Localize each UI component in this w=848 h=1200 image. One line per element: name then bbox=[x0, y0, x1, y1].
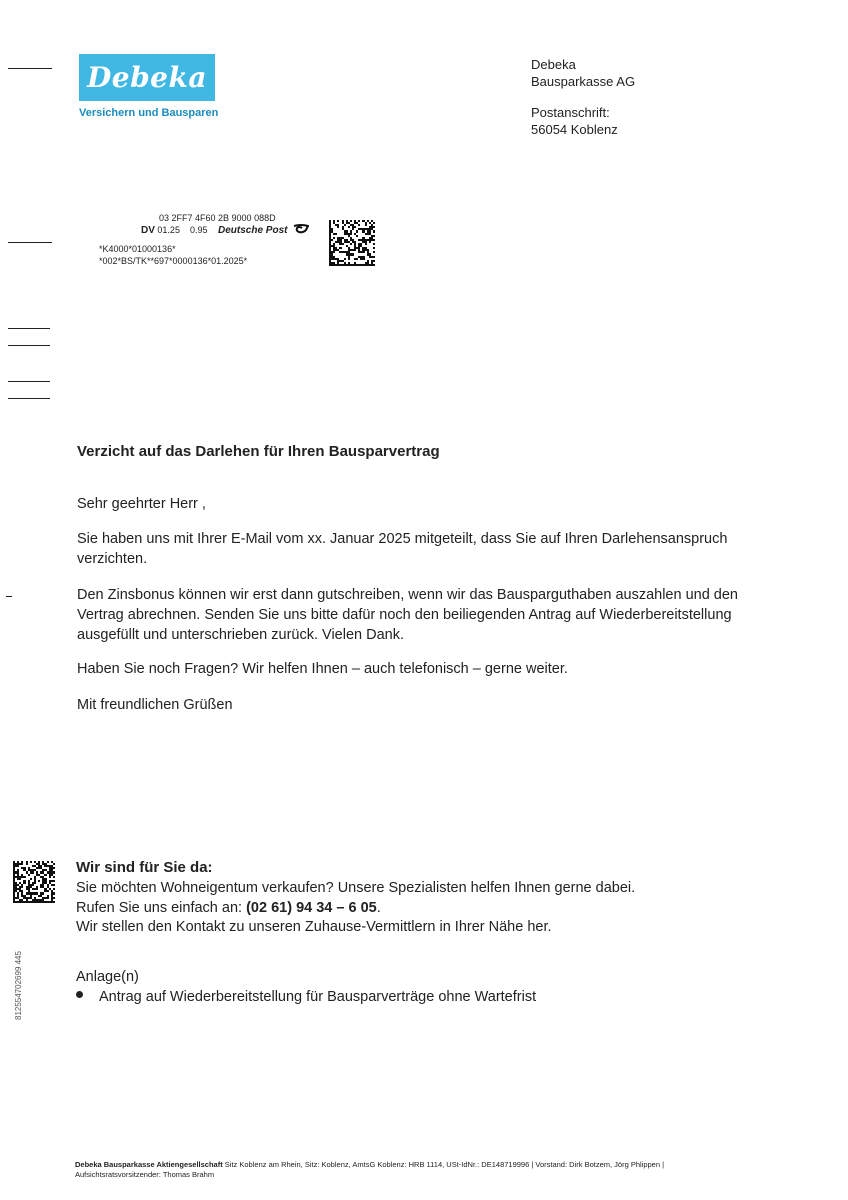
contact-title: Wir sind für Sie da: bbox=[76, 859, 213, 876]
punch-mark-1 bbox=[8, 328, 50, 329]
side-datamatrix-code bbox=[13, 861, 55, 903]
postage-line bbox=[141, 224, 309, 237]
footer-line-2: Aufsichtsratsvorsitzender: Thomas Brahm bbox=[75, 1170, 215, 1179]
contact-call-text: Rufen Sie uns einfach an: bbox=[76, 900, 247, 916]
logo-tagline: Versichern und Bausparen bbox=[79, 107, 219, 119]
fold-mark-address bbox=[8, 242, 52, 243]
bullet-icon bbox=[76, 991, 83, 998]
sender-name: Debeka bbox=[531, 57, 576, 72]
postal-label: Postanschrift: bbox=[531, 105, 610, 120]
postal-city: 56054 Koblenz bbox=[531, 122, 618, 137]
postage-datamatrix-code bbox=[329, 220, 375, 266]
attachment-item-text: Antrag auf Wiederbereitstellung für Bausparverträge ohne Wartefrist bbox=[99, 989, 537, 1005]
attachment-item bbox=[76, 989, 536, 1005]
fold-mark-middle bbox=[6, 596, 12, 597]
post-horn-icon bbox=[293, 224, 309, 235]
salutation: Sehr geehrter Herr , bbox=[77, 496, 206, 512]
punch-mark-3 bbox=[8, 381, 50, 382]
paragraph-3: Haben Sie noch Fragen? Wir helfen Ihnen – auch telefonisch – gerne weiter. bbox=[77, 661, 568, 677]
closing: Mit freundlichen Grüßen bbox=[77, 697, 233, 713]
postage-ref1: *K4000*01000136* bbox=[99, 244, 176, 254]
postage-code: 03 2FF7 4F60 2B 9000 088D bbox=[159, 213, 276, 223]
contact-line-1: Sie möchten Wohneigentum verkaufen? Unsere Spezialisten helfen Ihnen gerne dabei. bbox=[76, 880, 636, 896]
postage-dv-date: 01.25 bbox=[157, 225, 180, 235]
contact-period: . bbox=[376, 900, 381, 916]
contact-line-2 bbox=[76, 898, 381, 918]
sender-company: Bausparkasse AG bbox=[531, 74, 636, 89]
footer bbox=[75, 1160, 664, 1180]
footer-details: Sitz Koblenz am Rhein, Sitz: Koblenz, AmtsG Koblenz: HRB 1114, USt-IdNr.: DE148719996 | Vorstand: Dirk Botzem, Jörg Phlippen | bbox=[222, 1160, 665, 1169]
contact-line-3: Wir stellen den Kontakt zu unseren Zuhause-Vermittlern in Ihrer Nähe her. bbox=[76, 919, 552, 935]
sender-block bbox=[531, 56, 635, 138]
footer-line-1 bbox=[75, 1160, 664, 1170]
punch-mark-2 bbox=[8, 345, 50, 346]
paragraph-1: Sie haben uns mit Ihrer E-Mail vom xx. Januar 2025 mitgeteilt, dass Sie auf Ihren Darlehensanspruch verzichten. bbox=[77, 531, 728, 567]
postage-carrier: Deutsche Post bbox=[218, 225, 288, 236]
contact-phone: (02 61) 94 34 – 6 05 bbox=[246, 900, 377, 916]
attachments-label: Anlage(n) bbox=[76, 969, 139, 985]
punch-mark-4 bbox=[8, 398, 50, 399]
postage-amount: 0.95 bbox=[189, 225, 208, 235]
letter-subject: Verzicht auf das Darlehen für Ihren Bausparvertrag bbox=[77, 443, 440, 460]
fold-mark-top bbox=[8, 68, 52, 69]
paragraph-2: Den Zinsbonus können wir erst dann gutschreiben, wenn wir das Bausparguthaben auszahlen und den Vertrag abrechnen. Senden Sie uns bitte dafür noch den beiliegenden Antrag auf Wiederbereitstellung ausgefüllt und unterschrieben zurück. Vielen Dank. bbox=[77, 587, 738, 643]
postage-dv: DV bbox=[141, 225, 155, 236]
postage-ref2: *002*BS/TK**697*0000136*01.2025* bbox=[99, 256, 248, 266]
document-id-vertical: 812554702699 445 bbox=[14, 951, 23, 1020]
footer-company: Debeka Bausparkasse Aktiengesellschaft bbox=[75, 1160, 223, 1169]
debeka-logo: Debeka bbox=[79, 54, 215, 101]
